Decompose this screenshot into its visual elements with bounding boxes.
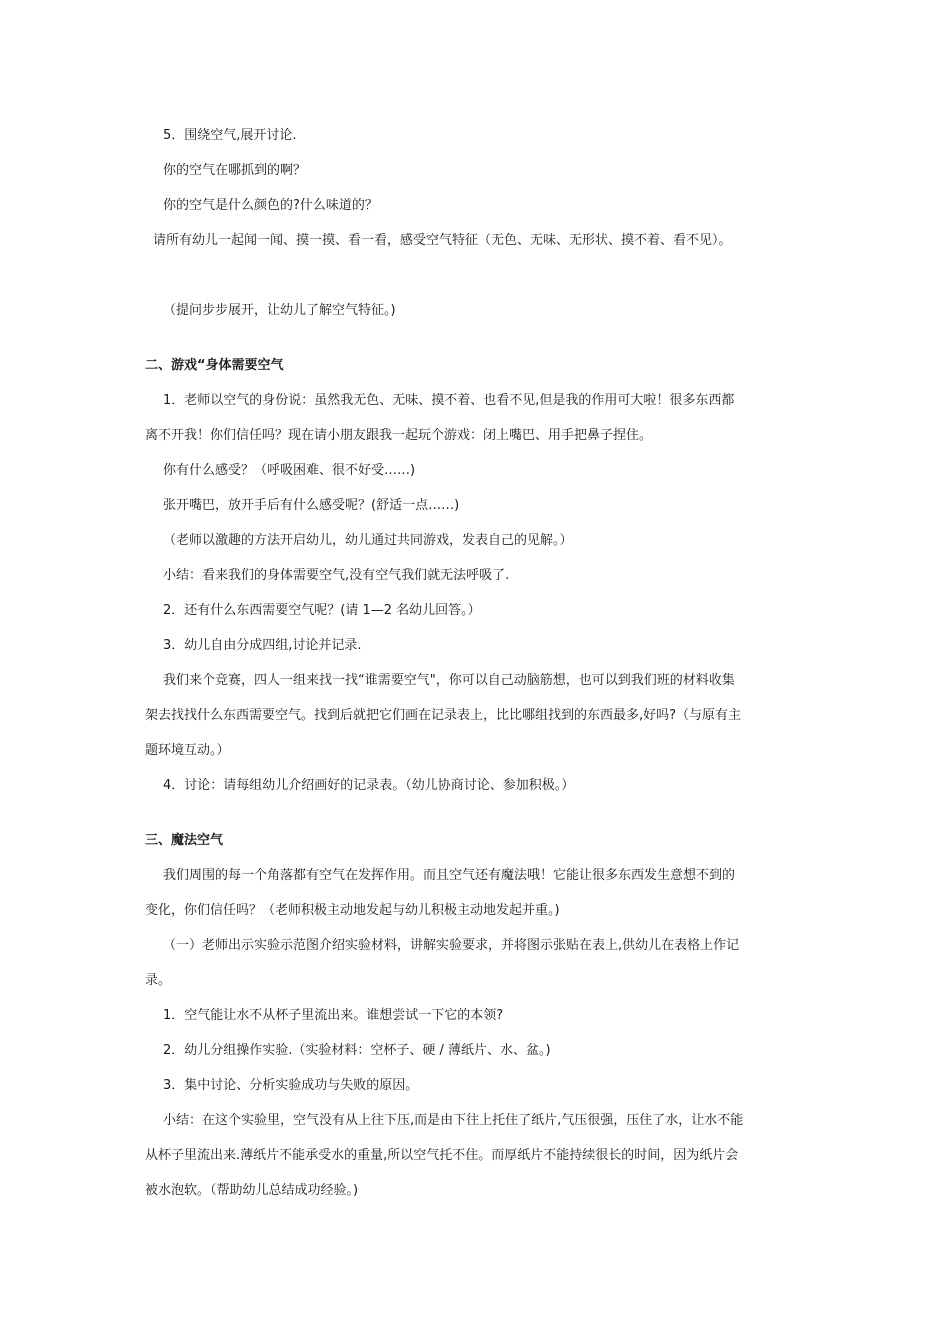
text-line: 请所有幼儿一起闻一闻、摸一摸、看一看，感受空气特征（无色、无味、无形状、摸不着、看不见）。 xyxy=(153,233,732,248)
text-line: 2．幼儿分组操作实验.（实验材料：空杯子、硬 / 薄纸片、水、盆。) xyxy=(163,1043,551,1058)
text-line: 小结：看来我们的身体需要空气,没有空气我们就无法呼吸了. xyxy=(163,568,510,583)
text-line: （老师以激趣的方法开启幼儿，幼儿通过共同游戏，发表自己的见解。） xyxy=(163,533,573,548)
text-line: 变化，你们信任吗？（老师积极主动地发起与幼儿积极主动地发起并重。) xyxy=(145,903,560,918)
text-line: （提问步步展开，让幼儿了解空气特征。) xyxy=(163,303,396,318)
text-line: 你的空气是什么颜色的?什么味道的？ xyxy=(163,198,378,213)
text-line: 3．幼儿自由分成四组,讨论并记录. xyxy=(163,638,362,653)
text-line: 小结：在这个实验里，空气没有从上往下压,而是由下往上托住了纸片,气压很强，压住了水，让水不能 xyxy=(163,1113,744,1128)
text-line: 2．还有什么东西需要空气呢？(请 1—2 名幼儿回答。） xyxy=(163,603,481,618)
text-line: 你的空气在哪抓到的啊？ xyxy=(163,163,307,178)
text-line: （一）老师出示实验示范图介绍实验材料，讲解实验要求，并将图示张贴在表上,供幼儿在表格上作记 xyxy=(163,938,740,953)
text-line: 我们周围的每一个角落都有空气在发挥作用。而且空气还有魔法哦！它能让很多东西发生意想不到的 xyxy=(163,868,736,883)
text-line: 张开嘴巴，放开手后有什么感受呢？(舒适一点……) xyxy=(163,498,460,513)
text-line: 离不开我！你们信任吗？现在请小朋友跟我一起玩个游戏：闭上嘴巴、用手把鼻子捏住。 xyxy=(145,428,653,443)
text-line: 3．集中讨论、分析实验成功与失败的原因。 xyxy=(163,1078,419,1093)
text-line: 从杯子里流出来.薄纸片不能承受水的重量,所以空气托不住。而厚纸片不能持续很长的时间，因为纸片会 xyxy=(145,1148,739,1163)
text-line: 题环境互动。） xyxy=(145,743,230,758)
text-line: 5．围绕空气,展开讨论. xyxy=(163,128,297,143)
text-line: 被水泡软。（帮助幼儿总结成功经验。) xyxy=(145,1183,359,1198)
text-line: 架去找找什么东西需要空气。找到后就把它们画在记录表上，比比哪组找到的东西最多,好吗?（与原有主 xyxy=(145,708,742,723)
text-line: 录。 xyxy=(145,973,172,988)
text-line: 我们来个竞赛，四人一组来找一找“谁需要空气"，你可以自己动脑筋想，也可以到我们班的材料收集 xyxy=(163,673,735,688)
text-line: 你有什么感受？（呼吸困难、很不好受……) xyxy=(163,463,416,478)
text-line: 1．老师以空气的身份说：虽然我无色、无味、摸不着、也看不见,但是我的作用可大啦！很多东西都 xyxy=(163,393,735,408)
text-line: 4．讨论：请每组幼儿介绍画好的记录表。（幼儿协商讨论、参加积极。） xyxy=(163,778,575,793)
section-heading: 二、游戏“身体需要空气 xyxy=(145,358,284,373)
text-line: 1．空气能让水不从杯子里流出来。谁想尝试一下它的本领? xyxy=(163,1008,504,1023)
section-heading: 三、魔法空气 xyxy=(145,833,224,848)
